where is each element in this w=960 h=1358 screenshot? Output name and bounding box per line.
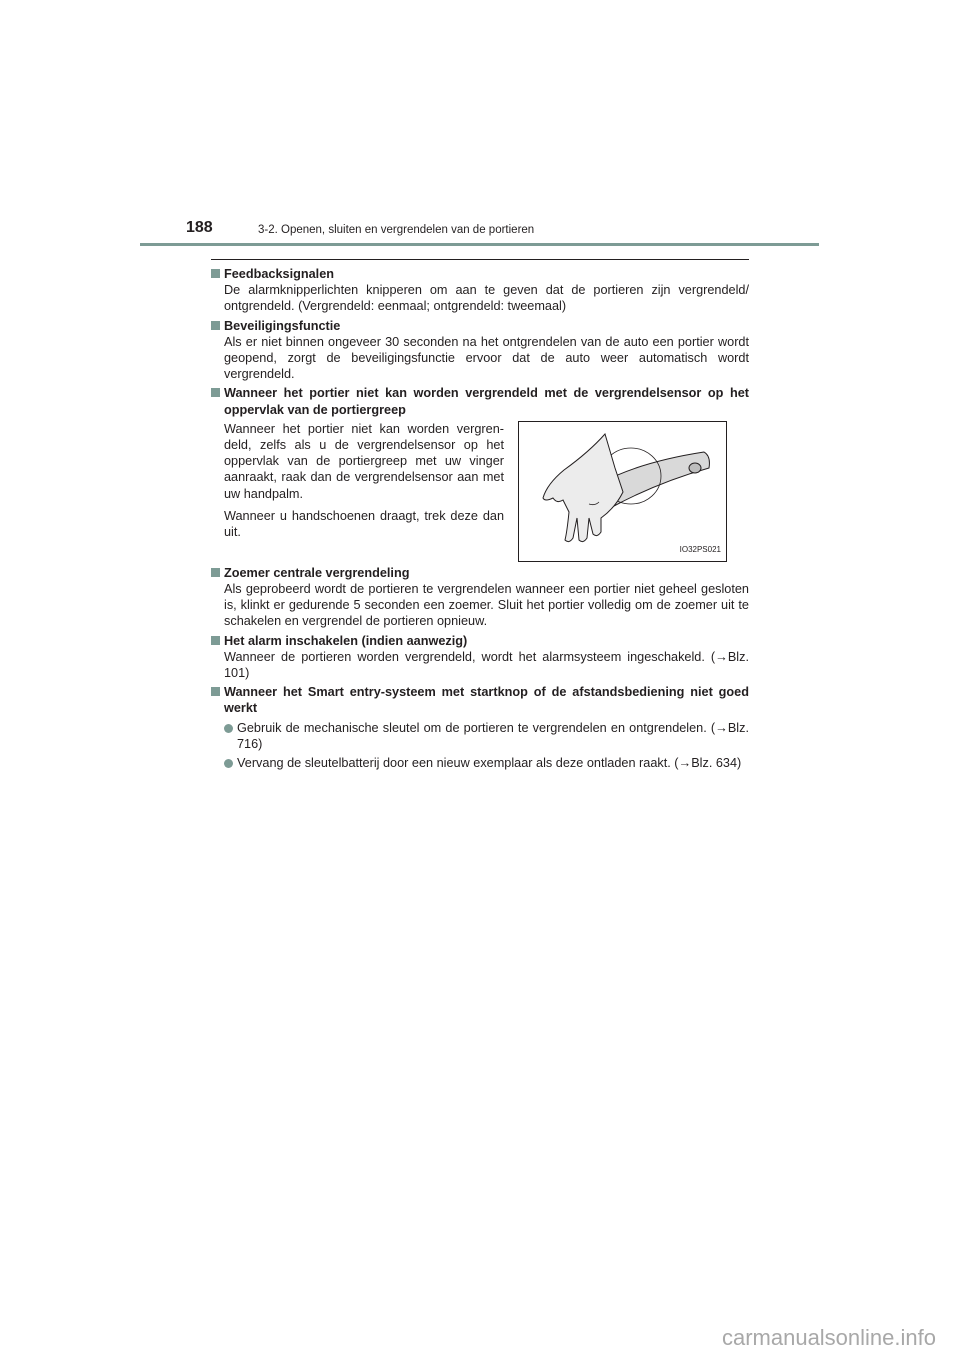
hand-on-handle-illustration [519,422,726,561]
round-bullet-icon [224,724,233,733]
square-bullet-icon [211,568,220,577]
main-content [211,266,749,774]
item-beveiligingsfunctie [211,318,749,383]
square-bullet-icon [211,269,220,278]
watermark-text: carmanualsonline.info [721,1325,936,1350]
item-heading: Wanneer het portier niet kan worden vergrendeld met de vergrendelsensor op het oppervlak van de portiergreep [224,386,749,417]
content-rule [211,259,749,260]
item-body: Als er niet binnen ongeveer 30 seconden na het ontgrendelen van de auto een portier wordt geopend, zorgt de beveiligingsfunctie ervoor dat de auto weer automatisch wordt vergrendeld. [224,334,749,382]
item-heading: Beveiligingsfunctie [224,318,341,333]
item-vergrendelsensor [211,385,749,561]
square-bullet-icon [211,636,220,645]
item-heading: Het alarm inschakelen (indien aanwezig) [224,633,468,648]
square-bullet-icon [211,321,220,330]
section-title: 3-2. Openen, sluiten en vergrendelen van de portieren [258,224,535,236]
list-item [211,755,749,771]
item-body: De alarmknipperlichten knipperen om aan te geven dat de portieren zijn vergrendeld/ ontgrendeld. (Vergrendeld: eenmaal; ontgrendeld: tweemaal) [224,283,749,314]
bullet-text: Gebruik de mechanische sleutel om de portieren te vergrendelen en ontgrendelen. (→Blz. 716) [237,720,749,751]
header-rule [140,243,819,246]
square-bullet-icon [211,687,220,696]
item-heading: Zoemer centrale vergrendeling [224,565,410,580]
bullet-text: Vervang de sleutelbatterij door een nieuw exemplaar als deze ontladen raakt. (→Blz. 634) [237,756,742,771]
item-body: Wanneer de portieren worden vergrendeld, wordt het alarmsysteem ingeschakeld. (→Blz. 101) [224,649,749,681]
figure-code: IO32PS021 [679,544,721,554]
item-alarm [211,633,749,682]
square-bullet-icon [211,388,220,397]
item-zoemer [211,565,749,630]
item-heading: Feedbacksignalen [224,267,334,281]
item-body: Als geprobeerd wordt de portieren te vergrendelen wanneer een portier niet geheel gesloten is, klinkt er gedurende 5 seconden een zoemer. Sluit het portier volledig om de zoemer uit te schakelen en vergrendel de portieren opnieuw. [224,582,749,629]
round-bullet-icon [224,759,233,768]
watermark [0,1318,960,1358]
item-smart-entry [211,684,749,771]
list-item [211,720,749,752]
item-feedbacksignalen [211,266,749,315]
page-number: 188 [186,219,213,236]
hand-on-door-handle-figure [518,421,727,562]
item-paragraph: Wanneer het portier niet kan worden vergren-deld, zelfs als u de vergrendelsensor op het oppervlak van de portiergreep met uw vinger aanraakt, raak dan de vergrendelsensor aan met uw handpalm. [224,421,504,501]
item-paragraph: Wanneer u handschoenen draagt, trek deze dan uit. [224,508,504,540]
item-heading: Wanneer het Smart entry-systeem met startknop of de afstandsbediening niet goed werkt [224,685,749,716]
